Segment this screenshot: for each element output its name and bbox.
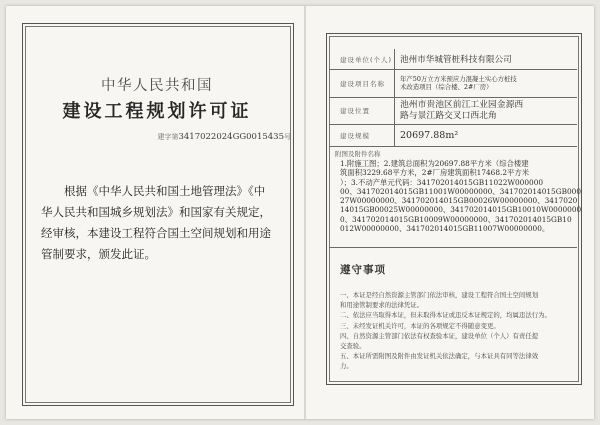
attachment-line: 筑面积3229.68平方米，2#厂房建筑面积17468.2平方米 <box>340 168 530 178</box>
certno-value: 3417022024GG0015435 <box>178 132 284 142</box>
attachment-line: 1.附施工图；2.建筑总面积为20697.88平方米（综合楼建 <box>340 159 529 168</box>
location-line: 路与景江路交叉口西北角 <box>400 110 497 121</box>
attachments-text <box>340 159 582 234</box>
field-row-builder <box>329 49 577 70</box>
observe-line: 四、自然资源主管部门依法有权查验本证，建设单位（个人）有责任提 <box>340 331 539 340</box>
observe-items-title: 遵守事项 <box>340 264 386 276</box>
location-line: 池州市贵池区前江工业园金源西 <box>400 99 524 110</box>
attachment-line: ）；3.不动产单元代码：341702014015GB11022W000000 <box>340 177 544 187</box>
project-name-line: 术改造项目（综合楼、2#厂房） <box>400 83 493 91</box>
field-label: 建设位置 <box>329 97 395 124</box>
observe-line: 交查验。 <box>340 342 366 351</box>
attachment-line: 00、341702014015GB11001W00000000、341702014015GB000 <box>340 186 581 196</box>
attachment-line: 012W00000000、341702014015GB11007W00000000。 <box>340 224 550 234</box>
attachments-label: 附图及附件名称 <box>335 150 381 158</box>
field-row-project-name <box>329 69 577 98</box>
field-label: 建设单位(个人) <box>329 49 395 69</box>
certificate-title: 建设工程规划许可证 <box>62 101 252 122</box>
attachments-section <box>329 146 582 248</box>
observe-line: 一、本证是经自然资源主管部门依法审核，建设工程符合国土空间规划 <box>340 291 539 299</box>
body-line: 经审核，本建设工程符合国土空间规划和用途 <box>41 226 271 240</box>
project-name-value <box>400 69 573 97</box>
location-value <box>400 97 573 124</box>
observe-items-list <box>340 290 574 372</box>
body-line: 根据《中华人民共和国土地管理法》《中 <box>64 184 266 198</box>
attachment-line: 0、341702014015GB10009W00000000、341702014015GB10 <box>340 214 572 224</box>
field-label: 建设规模 <box>329 124 395 146</box>
field-label: 建设项目名称 <box>329 69 395 97</box>
project-name-line: 年产50万立方米预应力混凝土实心方桩技 <box>400 75 517 83</box>
field-row-location <box>329 97 577 125</box>
observe-line: 二、依法应当取得本证，但未取得本证或违反本证规定的，均属违法行为。 <box>340 311 551 320</box>
body-line: 管制要求，颁发此证。 <box>41 247 156 261</box>
attachment-line: 14015GB00025W00000000、341702014015GB10010W0000000 <box>340 205 582 215</box>
certificate-number <box>121 132 291 142</box>
certno-prefix: 建字第 <box>157 133 179 141</box>
observe-line: 和用途管制要求的法律凭证。 <box>340 301 424 310</box>
attachment-line: 27W00000000、341702014015GB00026W00000000、3417020 <box>340 196 578 206</box>
observe-line: 三、未经发证机关许可，本证的各项规定不得随意变更。 <box>340 321 500 330</box>
center-fold <box>304 6 306 419</box>
body-line: 华人民共和国城乡规划法》和国家有关规定， <box>41 205 271 219</box>
issuing-country: 中华人民共和国 <box>101 78 213 94</box>
certificate-body-text <box>41 181 281 265</box>
field-row-scale <box>329 124 577 147</box>
certno-suffix: 号 <box>284 133 291 141</box>
scale-value: 20697.88m² <box>400 129 459 141</box>
observe-line: 力。 <box>340 362 353 371</box>
builder-value: 池州市华城管桩科技有限公司 <box>400 55 512 65</box>
observe-line: 五、本证所需附图及附件由发证机关依法确定，与本证具有同等法律效 <box>340 352 539 361</box>
